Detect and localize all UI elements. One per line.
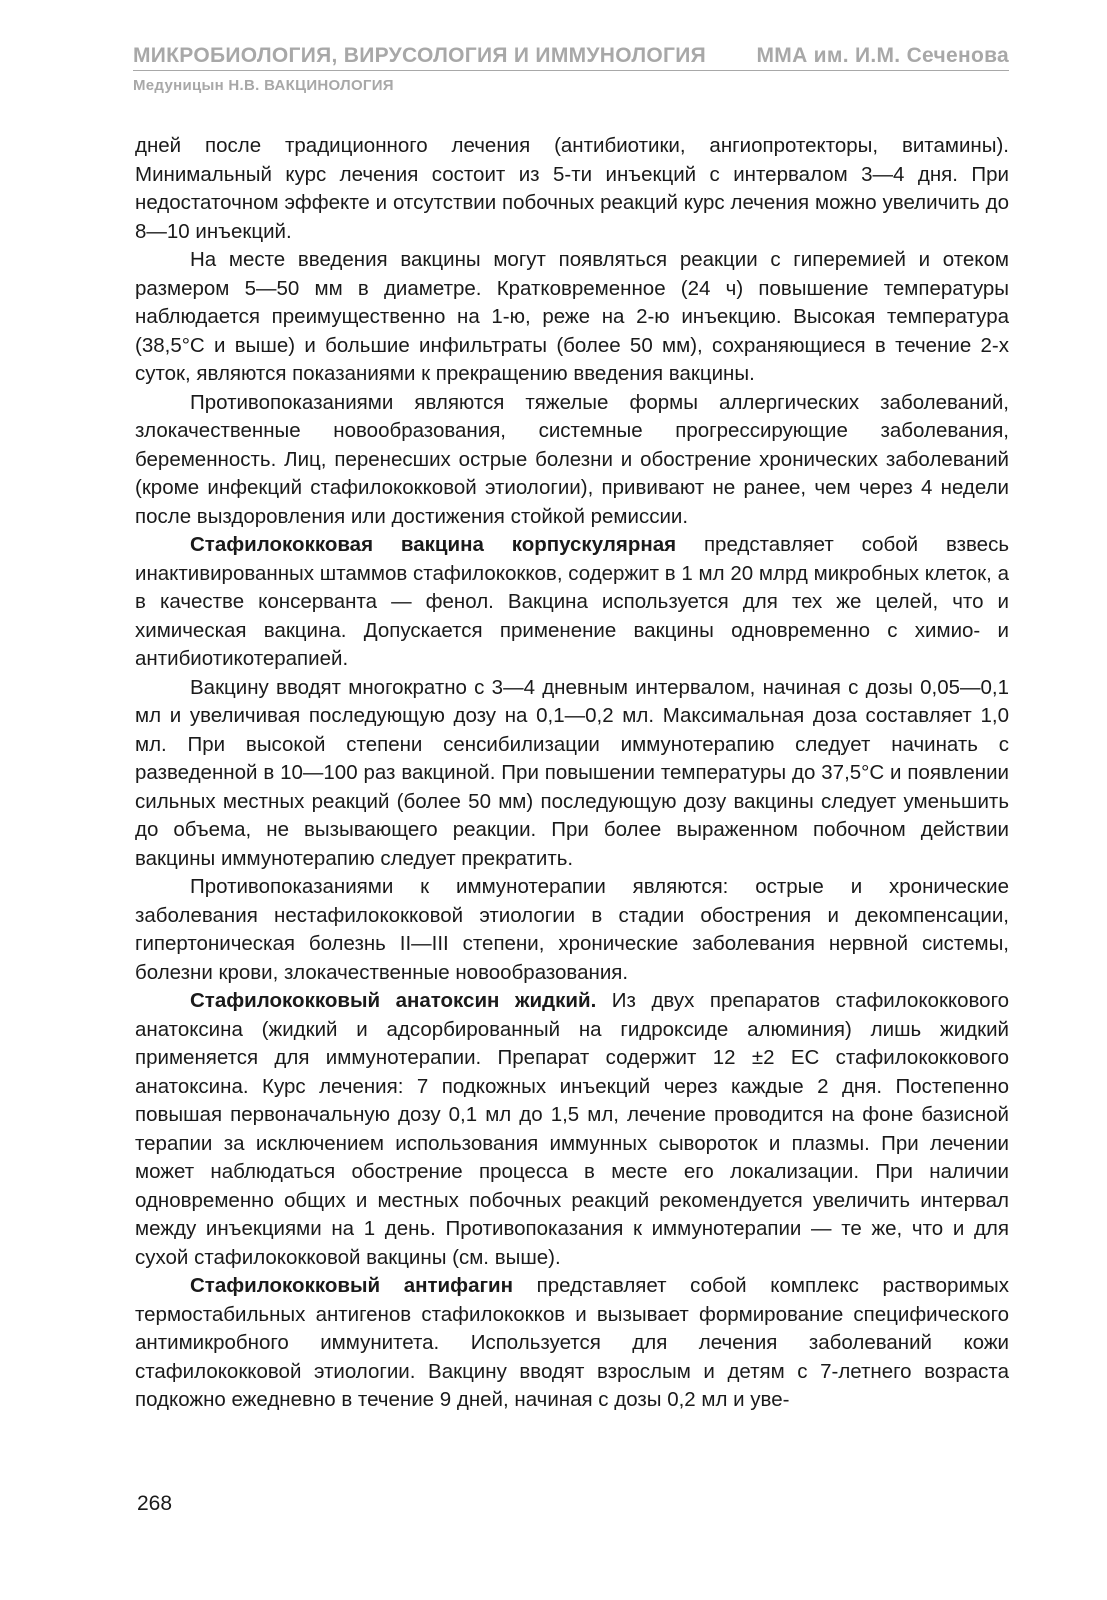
paragraph-4 xyxy=(135,531,1009,674)
paragraph-text: Противопоказаниями являются тяжелые формы аллергических заболеваний, злокачественные новообразования, системные прогрессирующие заболевания, беременность. Лиц, перенесших острые болезни и обострение хронических заболеваний (кроме инфекций стафилококковой этиологии), прививают не ранее, чем через 4 недели после выздоровления или достижения стойкой ремиссии. xyxy=(135,390,1009,528)
section-heading: Стафилококковый анатоксин жидкий. xyxy=(190,989,597,1012)
paragraph-5 xyxy=(135,674,1009,874)
header-top-line xyxy=(133,44,1009,71)
paragraph-text: Противопоказаниями к иммунотерапии являются: острые и хронические заболевания нестафилококковой этиологии в стадии обострения и декомпенсации, гипертоническая болезнь II—III степени, хронические заболевания нервной системы, болезни крови, злокачественные новообразования. xyxy=(135,875,1009,984)
paragraph-text: Из двух препаратов стафилококкового анатоксина (жидкий и адсорбированный на гидроксиде алюминия) лишь жидкий применяется для иммунотерапии. Препарат содержит 12 ±2 ЕС стафилококкового анатоксина. Курс лечения: 7 подкожных инъекций через каждые 2 дня. Постепенно повышая первоначальную дозу 0,1 мл до 1,5 мл, лечение проводится на фоне базисной терапии за исключением использования иммунных сывороток и плазмы. При лечении может наблюдаться обострение процесса в месте его локализации. При наличии одновременно общих и местных побочных реакций рекомендуется увеличить интервал между инъекциями на 1 день. Противопоказания к иммунотерапии — те же, что и для сухой стафилококковой вакцины (см. выше). xyxy=(135,989,1010,1269)
book-title: Медуницын Н.В. ВАКЦИНОЛОГИЯ xyxy=(133,77,394,94)
paragraph-text: представляет собой взвесь инактивированных штаммов стафилококков, содержит в 1 мл 20 млрд микробных клеток, а в качестве консерванта — фенол. Вакцина используется для тех же целей, что и химическая вакцина. Допускается применение вакцины одновременно с химио- и антибиотикотерапией. xyxy=(135,533,1010,670)
page-number: 268 xyxy=(137,1492,173,1515)
institution-name: ММА им. И.М. Сеченова xyxy=(756,44,1009,67)
paragraph-text: Вакцину вводят многократно с 3—4 дневным интервалом, начиная с дозы 0,05—0,1 мл и увеличивая последующую дозу на 0,1—0,2 мл. Максимальная доза составляет 1,0 мл. При высокой степени сенсибилизации иммунотерапию следует начинать с разведенной в 10—100 раз вакциной. При повышении температуры до 37,5°С и появлении сильных местных реакций (более 50 мм) последующую дозу вакцины следует уменьшить до объема, не вызывающего реакции. При более выраженном побочном действии вакцины иммунотерапию следует прекратить. xyxy=(135,675,1009,870)
paragraph-8 xyxy=(135,1272,1009,1415)
course-title: МИКРОБИОЛОГИЯ, ВИРУСОЛОГИЯ И ИММУНОЛОГИЯ xyxy=(133,44,707,67)
running-header xyxy=(133,44,1009,94)
paragraph-text: На месте введения вакцины могут появляться реакции с гиперемией и отеком размером 5—50 мм в диаметре. Кратковременное (24 ч) повышение температуры наблюдается преимущественно на 1-ю, реже на 2-ю инъекцию. Высокая температура (38,5°С и выше) и большие инфильтраты (более 50 мм), сохраняющиеся в течение 2-х суток, являются показаниями к прекращению введения вакцины. xyxy=(135,248,1009,385)
paragraph-1 xyxy=(135,132,1009,246)
paragraph-text: дней после традиционного лечения (антибиотики, ангиопротекторы, витамины). Минимальный курс лечения состоит из 5-ти инъекций с интервалом 3—4 дня. При недостаточном эффекте и отсутствии побочных реакций курс лечения можно увеличить до 8—10 инъекций. xyxy=(135,134,1009,243)
paragraph-2 xyxy=(135,246,1009,389)
paragraph-3 xyxy=(135,389,1009,532)
paragraph-6 xyxy=(135,873,1009,987)
paragraph-text: представляет собой комплекс растворимых термостабильных антигенов стафилококков и вызывает формирование специфического антимикробного иммунитета. Используется для лечения заболеваний кожи стафилококковой этиологии. Вакцину вводят взрослым и детям с 7-летнего возраста подкожно ежедневно в течение 9 дней, начиная с дозы 0,2 мл и уве- xyxy=(135,1274,1009,1411)
section-heading: Стафилококковая вакцина корпускулярная xyxy=(190,533,677,556)
page-body xyxy=(135,132,1009,1415)
section-heading: Стафилококковый антифагин xyxy=(190,1274,514,1297)
paragraph-7 xyxy=(135,987,1009,1272)
